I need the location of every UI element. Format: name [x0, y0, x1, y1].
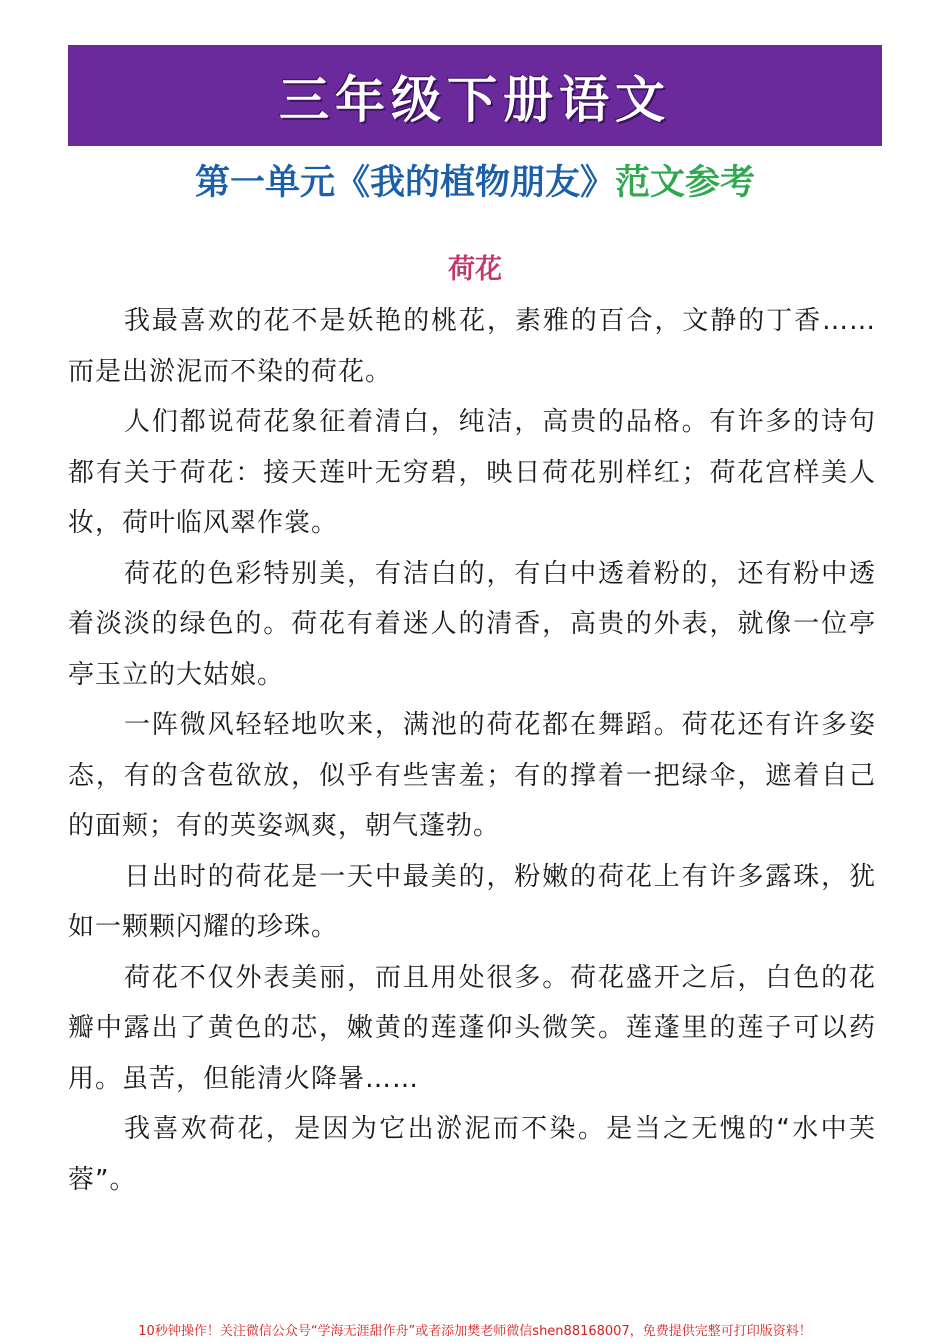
essay-body	[68, 296, 876, 1205]
essay-paragraph: 荷花不仅外表美丽，而且用处很多。荷花盛开之后，白色的花瓣中露出了黄色的芯，嫩黄的莲蓬仰头微笑。莲蓬里的莲子可以药用。虽苦，但能清火降暑……	[68, 962, 876, 1094]
essay-paragraph: 荷花的色彩特别美，有洁白的，有白中透着粉的，还有粉中透着淡淡的绿色的。荷花有着迷人的清香，高贵的外表，就像一位亭亭玉立的大姑娘。	[68, 558, 876, 690]
essay-paragraph: 一阵微风轻轻地吹来，满池的荷花都在舞蹈。荷花还有许多姿态，有的含苞欲放，似乎有些害羞；有的撑着一把绿伞，遮着自己的面颊；有的英姿飒爽，朝气蓬勃。	[68, 710, 876, 841]
subtitle-unit-name: 第一单元《我的植物朋友》	[194, 163, 615, 203]
essay-paragraph: 我最喜欢的花不是妖艳的桃花，素雅的百合，文静的丁香……而是出淤泥而不染的荷花。	[68, 306, 876, 387]
banner-title: 三年级下册语文	[279, 70, 671, 129]
essay-title: 荷花	[448, 254, 502, 285]
title-banner	[68, 45, 882, 146]
unit-subtitle	[0, 158, 950, 208]
footer-promo-text: 10秒钟操作！关注微信公众号“学海无涯甜作舟”或者添加樊老师微信shen88168007，免费提供完整可打印版资料！	[138, 1324, 812, 1339]
subtitle-reference: 范文参考	[615, 163, 756, 203]
essay-paragraph: 我喜欢荷花，是因为它出淤泥而不染。是当之无愧的“水中芙蓉”。	[68, 1114, 876, 1195]
essay-paragraph: 人们都说荷花象征着清白，纯洁，高贵的品格。有许多的诗句都有关于荷花：接天莲叶无穷碧，映日荷花别样红；荷花宫样美人妆，荷叶临风翠作裳。	[68, 407, 876, 538]
essay-paragraph: 日出时的荷花是一天中最美的，粉嫩的荷花上有许多露珠，犹如一颗颗闪耀的珍珠。	[68, 861, 876, 942]
